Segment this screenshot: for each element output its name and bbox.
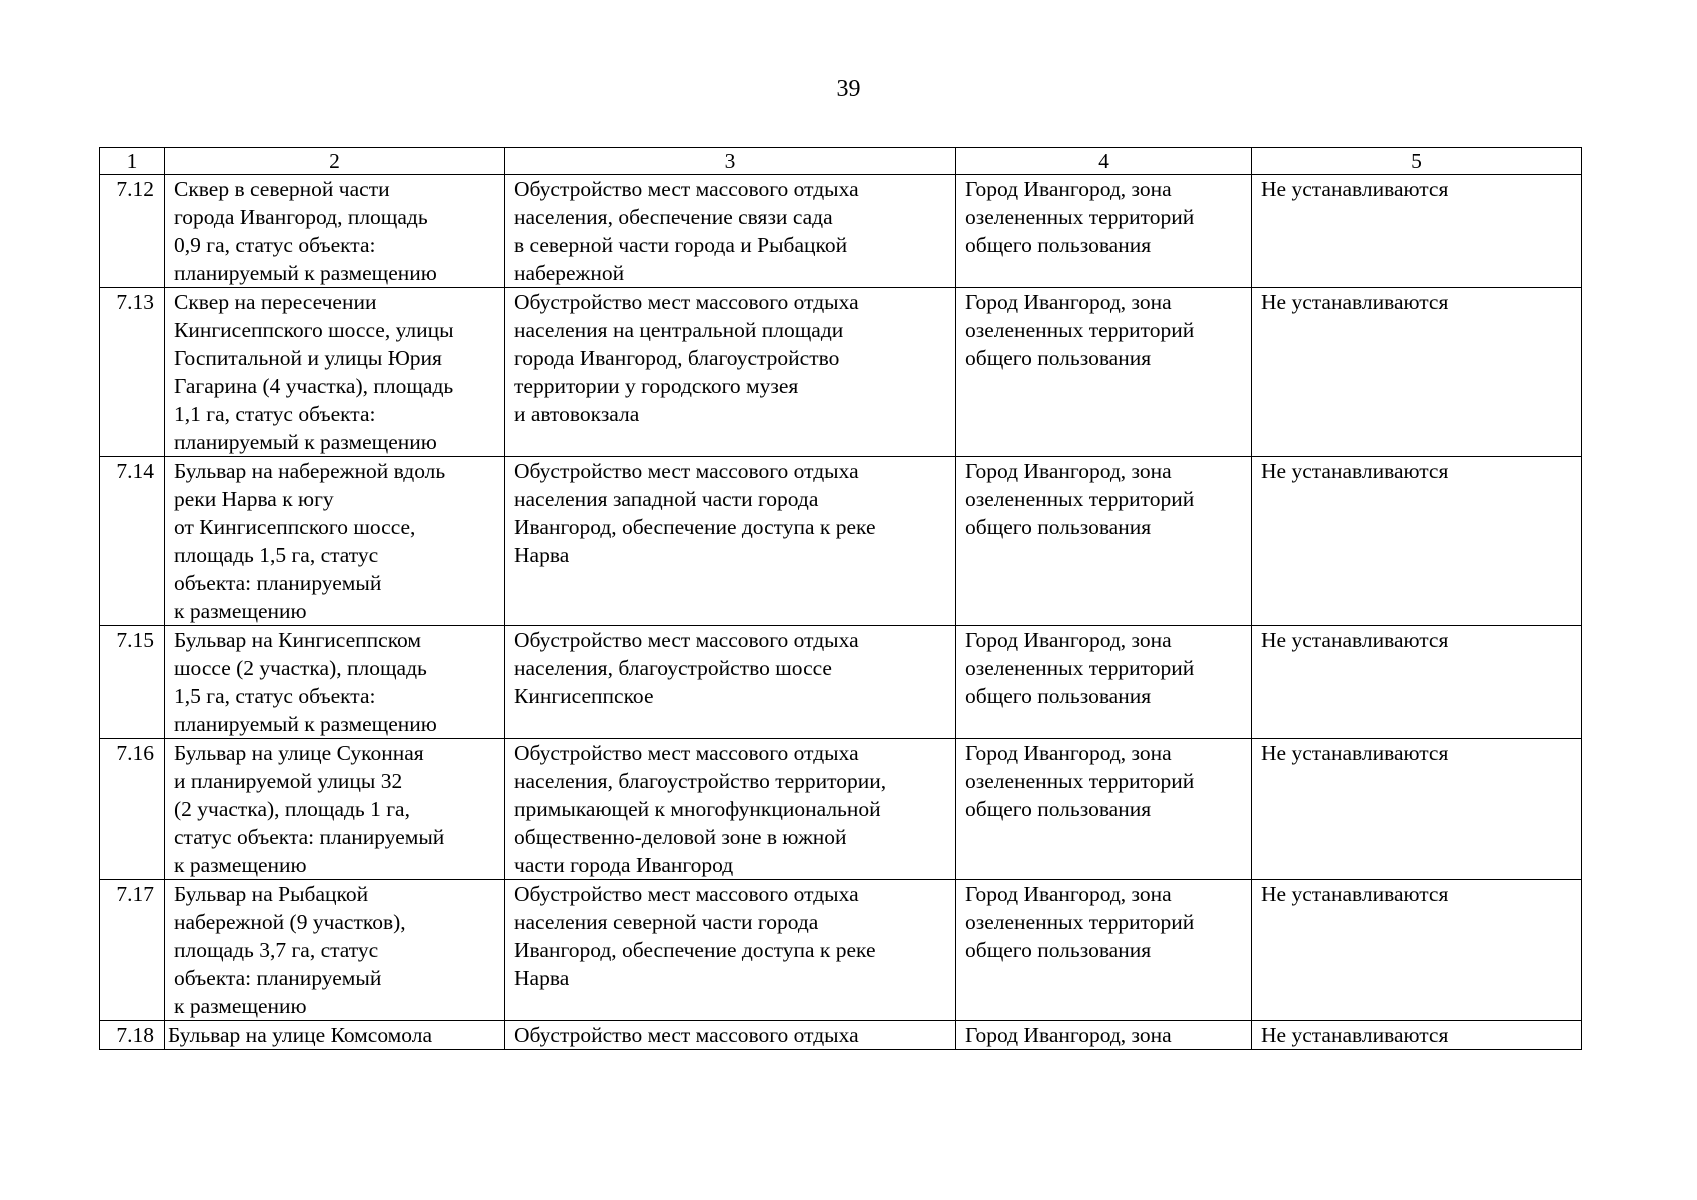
- purpose-cell: Обустройство мест массового отдыха населения северной части города Ивангород, обеспечение доступа к реке Нарва: [505, 880, 956, 1021]
- row-number: 7.15: [100, 626, 165, 739]
- zones-cell: Не устанавливаются: [1252, 288, 1582, 457]
- object-name-cell: Бульвар на улице Суконная и планируемой улицы 32 (2 участка), площадь 1 га, статус объекта: планируемый к размещению: [165, 739, 505, 880]
- header-cell-1: 1: [100, 148, 165, 175]
- table-row: [100, 175, 1582, 288]
- purpose-cell: Обустройство мест массового отдыха: [505, 1021, 956, 1050]
- purpose-cell: Обустройство мест массового отдыха населения, обеспечение связи сада в северной части города и Рыбацкой набережной: [505, 175, 956, 288]
- purpose-cell: Обустройство мест массового отдыха населения, благоустройство территории, примыкающей к многофункциональной общественно-деловой зоне в южной части города Ивангород: [505, 739, 956, 880]
- row-number: 7.16: [100, 739, 165, 880]
- table-row: [100, 739, 1582, 880]
- location-cell: Город Ивангород, зона озелененных территорий общего пользования: [956, 457, 1252, 626]
- row-number: 7.18: [100, 1021, 165, 1050]
- purpose-cell: Обустройство мест массового отдыха населения на центральной площади города Ивангород, благоустройство территории у городского музея и автовокзала: [505, 288, 956, 457]
- table-row: [100, 626, 1582, 739]
- table-row: [100, 880, 1582, 1021]
- table-row: [100, 288, 1582, 457]
- zones-cell: Не устанавливаются: [1252, 880, 1582, 1021]
- header-row: [100, 148, 1582, 175]
- header-cell-4: 4: [956, 148, 1252, 175]
- table-row: [100, 457, 1582, 626]
- object-name-cell: Сквер на пересечении Кингисеппского шоссе, улицы Госпитальной и улицы Юрия Гагарина (4 участка), площадь 1,1 га, статус объекта: планируемый к размещению: [165, 288, 505, 457]
- zones-cell: Не устанавливаются: [1252, 626, 1582, 739]
- row-number: 7.13: [100, 288, 165, 457]
- table-row: [100, 1021, 1582, 1050]
- object-name-cell: Бульвар на Кингисеппском шоссе (2 участка), площадь 1,5 га, статус объекта: планируемый к размещению: [165, 626, 505, 739]
- location-cell: Город Ивангород, зона озелененных территорий общего пользования: [956, 288, 1252, 457]
- location-cell: Город Ивангород, зона озелененных территорий общего пользования: [956, 175, 1252, 288]
- object-name-cell: Сквер в северной части города Ивангород, площадь 0,9 га, статус объекта: планируемый к размещению: [165, 175, 505, 288]
- location-cell: Город Ивангород, зона озелененных территорий общего пользования: [956, 739, 1252, 880]
- location-cell: Город Ивангород, зона озелененных территорий общего пользования: [956, 626, 1252, 739]
- page-number: [0, 74, 1697, 104]
- zones-cell: Не устанавливаются: [1252, 1021, 1582, 1050]
- row-number: 7.12: [100, 175, 165, 288]
- row-number: 7.17: [100, 880, 165, 1021]
- purpose-cell: Обустройство мест массового отдыха населения западной части города Ивангород, обеспечение доступа к реке Нарва: [505, 457, 956, 626]
- object-name-cell: Бульвар на Рыбацкой набережной (9 участков), площадь 3,7 га, статус объекта: планируемый к размещению: [165, 880, 505, 1021]
- page-number-text: 39: [836, 76, 861, 102]
- location-cell: Город Ивангород, зона: [956, 1021, 1252, 1050]
- object-name-cell: Бульвар на набережной вдоль реки Нарва к югу от Кингисеппского шоссе, площадь 1,5 га, статус объекта: планируемый к размещению: [165, 457, 505, 626]
- table-body: [100, 148, 1582, 1050]
- purpose-cell: Обустройство мест массового отдыха населения, благоустройство шоссе Кингисеппское: [505, 626, 956, 739]
- header-cell-2: 2: [165, 148, 505, 175]
- zones-cell: Не устанавливаются: [1252, 457, 1582, 626]
- header-cell-3: 3: [505, 148, 956, 175]
- zones-cell: Не устанавливаются: [1252, 739, 1582, 880]
- location-cell: Город Ивангород, зона озелененных территорий общего пользования: [956, 880, 1252, 1021]
- objects-table: [99, 147, 1582, 1050]
- row-number: 7.14: [100, 457, 165, 626]
- object-name-cell: Бульвар на улице Комсомола: [165, 1021, 505, 1050]
- zones-cell: Не устанавливаются: [1252, 175, 1582, 288]
- header-cell-5: 5: [1252, 148, 1582, 175]
